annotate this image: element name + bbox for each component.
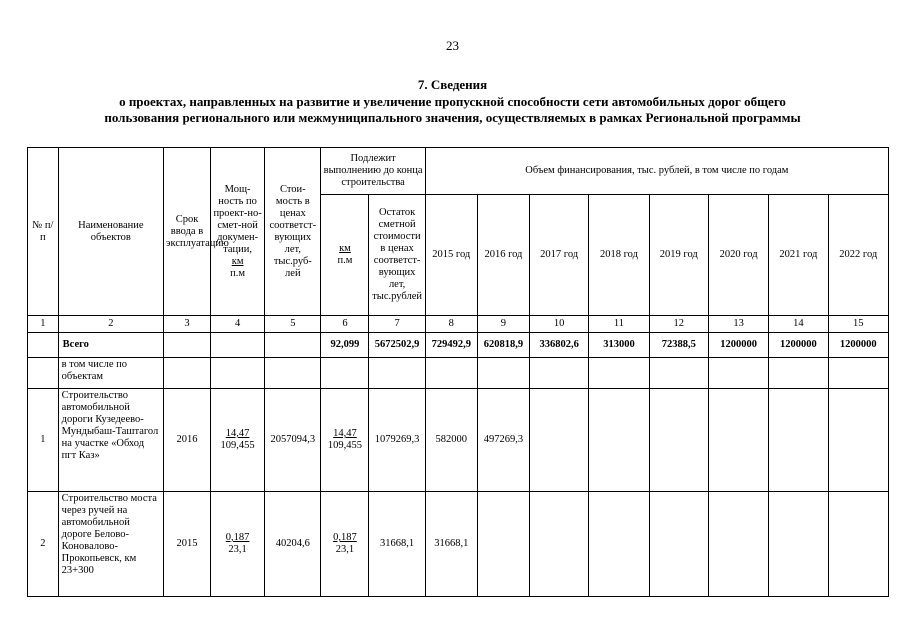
col-number: 8 [425, 316, 477, 333]
row-sub-km: 14,47 [333, 428, 357, 439]
empty-cell [589, 492, 649, 597]
header-name: Наименование объектов [58, 148, 163, 316]
col-number: 11 [589, 316, 649, 333]
empty-cell [589, 358, 649, 389]
row-y2015: 31668,1 [425, 492, 477, 597]
header-sub-km [321, 195, 369, 316]
header-year-2022: 2022 год [828, 195, 888, 316]
row-y2016 [477, 492, 529, 597]
empty-cell [369, 358, 425, 389]
empty-cell [649, 389, 708, 492]
header-year-2015: 2015 год [425, 195, 477, 316]
table-row [28, 492, 889, 597]
header-power-label: Мощ-ность по проект-но-смет-ной докумен-тации, [213, 183, 262, 255]
header-year-2016: 2016 год [477, 195, 529, 316]
total-c11: 313000 [589, 333, 649, 358]
header-finance: Объем финансирования, тыс. рублей, в том числе по годам [425, 148, 888, 195]
empty-cell [265, 358, 321, 389]
col-number: 10 [530, 316, 589, 333]
row-cost: 40204,6 [265, 492, 321, 597]
header-year-2017: 2017 год [530, 195, 589, 316]
subtotal-label-row [28, 358, 889, 389]
row-power-pm: 109,455 [220, 440, 255, 451]
header-num: № п/п [28, 148, 59, 316]
empty-cell [649, 358, 708, 389]
col-number: 5 [265, 316, 321, 333]
row-y2016: 497269,3 [477, 389, 529, 492]
empty-cell [589, 389, 649, 492]
total-num-cell [28, 333, 59, 358]
col-number: 3 [163, 316, 210, 333]
row-sub-km: 0,187 [333, 532, 357, 543]
col-number: 2 [58, 316, 163, 333]
col-number: 14 [769, 316, 828, 333]
empty-cell [211, 358, 265, 389]
empty-cell [828, 358, 888, 389]
col-number: 15 [828, 316, 888, 333]
total-power-cell [211, 333, 265, 358]
header-year-2018: 2018 год [589, 195, 649, 316]
header-year-2019: 2019 год [649, 195, 708, 316]
empty-cell [828, 389, 888, 492]
empty-cell [530, 389, 589, 492]
total-row [28, 333, 889, 358]
total-c6: 92,099 [321, 333, 369, 358]
total-term-cell [163, 333, 210, 358]
row-num: 1 [28, 389, 59, 492]
header-power-unit-pm: п.м [230, 267, 246, 279]
col-number: 13 [708, 316, 768, 333]
header-year-2020: 2020 год [708, 195, 768, 316]
header-term: Срок ввода в эксплуатацию [163, 148, 210, 316]
heading-title: . Сведения [424, 77, 488, 92]
row-term: 2016 [163, 389, 210, 492]
header-subject: Подлежит выполнению до конца строительства [321, 148, 425, 195]
col-number: 7 [369, 316, 425, 333]
col-number: 1 [28, 316, 59, 333]
empty-cell [769, 492, 828, 597]
empty-cell [530, 492, 589, 597]
sub-label: в том числе по объектам [58, 358, 163, 389]
total-c7: 5672502,9 [369, 333, 425, 358]
col-number: 4 [211, 316, 265, 333]
row-sub [321, 492, 369, 597]
header-cost: Стои-мость в ценах соответст-вующих лет, тыс.руб-лей [265, 148, 321, 316]
row-sub [321, 389, 369, 492]
row-sub-pm: 109,455 [327, 440, 363, 451]
total-c12: 72388,5 [649, 333, 708, 358]
row-name: Строительство моста через ручей на автомобильной дороге Белово-Коновалово-Прокопьевск, км 23+300 [58, 492, 163, 597]
col-number: 6 [321, 316, 369, 333]
page-number: 23 [446, 38, 459, 53]
projects-table [27, 147, 889, 597]
row-power-km: 14,47 [225, 428, 250, 439]
total-c10: 336802,6 [530, 333, 589, 358]
empty-cell [530, 358, 589, 389]
row-num: 2 [28, 492, 59, 597]
row-power-km: 0,187 [225, 532, 250, 543]
table-heading-title [0, 77, 905, 93]
total-c8: 729492,9 [425, 333, 477, 358]
empty-cell [425, 358, 477, 389]
col-number: 9 [477, 316, 529, 333]
row-cost: 2057094,3 [265, 389, 321, 492]
empty-cell [708, 389, 768, 492]
empty-cell [769, 389, 828, 492]
heading-line-3: пользования регионального или межмуниципального значения, осуществляемых в рамках Региональной программы [104, 110, 801, 125]
col-number: 12 [649, 316, 708, 333]
header-remainder: Остаток сметной стоимости в ценах соответст-вующих лет, тыс.рублей [369, 195, 425, 316]
row-power [211, 389, 265, 492]
total-cost-cell [265, 333, 321, 358]
empty-cell [28, 358, 59, 389]
empty-cell [708, 492, 768, 597]
total-c15: 1200000 [828, 333, 888, 358]
empty-cell [769, 358, 828, 389]
empty-cell [649, 492, 708, 597]
header-power [211, 148, 265, 316]
total-c13: 1200000 [708, 333, 768, 358]
row-power-pm: 23,1 [228, 544, 247, 555]
row-power [211, 492, 265, 597]
row-name: Строительство автомобильной дороги Кузедеево-Мундыбаш-Таштагол на участке «Обход пгт Каз» [58, 389, 163, 492]
row-remainder: 31668,1 [369, 492, 425, 597]
total-c14: 1200000 [769, 333, 828, 358]
header-year-2021: 2021 год [769, 195, 828, 316]
row-y2015: 582000 [425, 389, 477, 492]
empty-cell [828, 492, 888, 597]
empty-cell [477, 358, 529, 389]
header-sub-km-unit: км [339, 243, 351, 254]
row-term: 2015 [163, 492, 210, 597]
header-sub-pm-unit: п.м [337, 255, 353, 266]
total-c9: 620818,9 [477, 333, 529, 358]
total-label: Всего [58, 333, 163, 358]
empty-cell [321, 358, 369, 389]
heading-number: 7 [417, 77, 425, 92]
heading-line-2: о проектах, направленных на развитие и увеличение пропускной способности сети автомобильных дорог общего [119, 94, 786, 109]
row-sub-pm: 23,1 [335, 544, 355, 555]
empty-cell [708, 358, 768, 389]
empty-cell [163, 358, 210, 389]
row-remainder: 1079269,3 [369, 389, 425, 492]
header-power-unit-km: км [231, 255, 244, 267]
table-row [28, 389, 889, 492]
